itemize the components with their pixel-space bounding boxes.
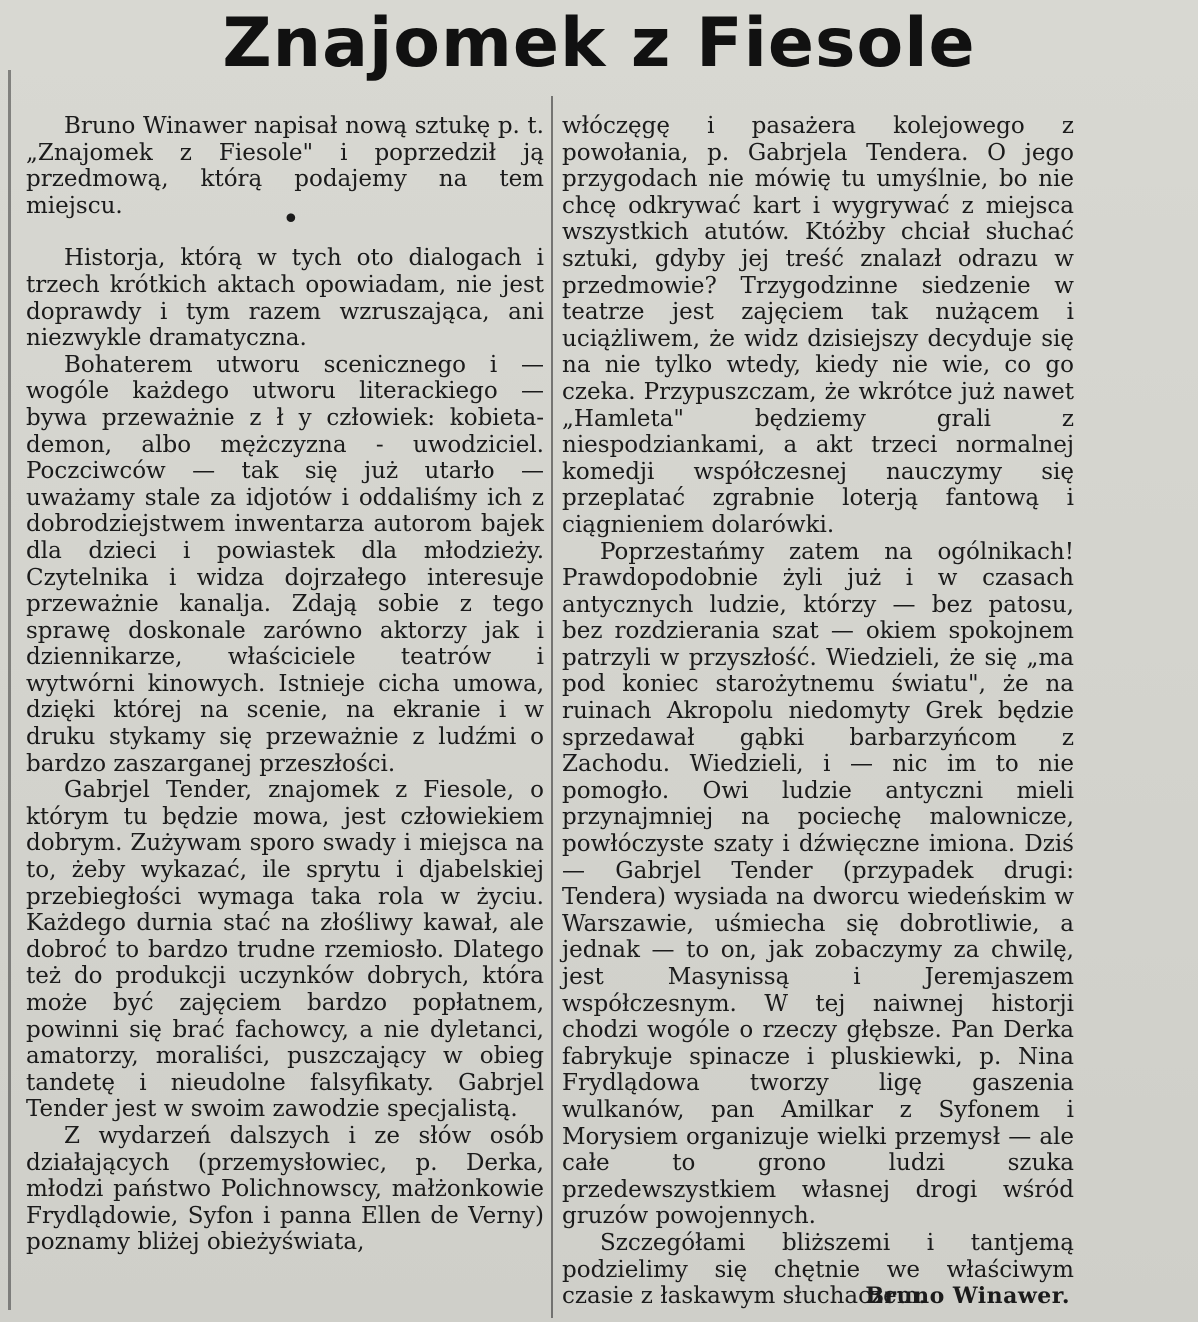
left-column	[26, 113, 544, 1256]
separator-dot: •	[282, 202, 300, 237]
paragraph: Szczegółami bliższemi i tantjemą podzielimy się chętnie we właściwym czasie z łaskawym słuchaczem.	[562, 1229, 1074, 1310]
right-column	[562, 113, 1074, 1310]
article-title: Znajomek z Fiesole	[222, 4, 976, 83]
paragraph: włóczęgę i pasażera kolejowego z powołania, p. Gabrjela Tendera. O jego przygodach nie mówię tu umyślnie, bo nie chcę odkrywać kart i wygrywać z miejsca wszystkich atutów. Któżby chciał słuchać sztuki, gdyby jej treść znalazł odrazu w przedmowie? Trzygodzinne siedzenie w teatrze jest zajęciem tak nużącem i uciążliwem, że widz dzisiejszy decyduje się na nie tylko wtedy, kiedy nie wie, co go czeka. Przypuszczam, że wkrótce już nawet „Hamleta" będziemy grali z niespodziankami, a akt trzeci normalnej komedji współczesnej nauczymy się przeplatać zgrabnie loterją fantową i ciągnieniem dolarówki.	[562, 113, 1074, 538]
paragraph: Z wydarzeń dalszych i ze słów osób działających (przemysłowiec, p. Derka, młodzi państwo Polichnowscy, małżonkowie Frydlądowie, Syfon i panna Ellen de Verny) poznamy bliżej obieżyświata,	[26, 1122, 544, 1256]
paragraph: Gabrjel Tender, znajomek z Fiesole, o którym tu będzie mowa, jest człowiekiem dobrym. Zużywam sporo swady i miejsca na to, żeby wykazać, ile sprytu i djabelskiej przebiegłości wymaga taka rola w życiu. Każdego durnia stać na złośliwy kawał, ale dobroć to bardzo trudne rzemiosło. Dlatego też do produkcji uczynków dobrych, która może być zajęciem bardzo popłatnem, powinni się brać fachowcy, a nie dyletanci, amatorzy, moraliści, puszczający w obieg tandetę i nieudolne falsyfikaty. Gabrjel Tender jest w swoim zawodzie specjalistą.	[26, 777, 544, 1123]
paragraph: Historja, którą w tych oto dialogach i trzech krótkich aktach opowiadam, nie jest doprawdy i tym razem wzruszająca, ani niezwykle dramatyczna.	[26, 245, 544, 352]
paragraph: Poprzestańmy zatem na ogólnikach! Prawdopodobnie żyli już i w czasach antycznych ludzie, którzy — bez patosu, bez rozdzierania szat — okiem spokojnem patrzyli w przyszłość. Wiedzieli, że się „ma pod koniec starożytnemu światu", że na ruinach Akropolu niedomyty Grek będzie sprzedawał gąbki barbarzyńcom z Zachodu. Wiedzieli, i — nic im to nie pomogło. Owi ludzie antyczni mieli przynajmniej na pociechę malownicze, powłóczyste szaty i dźwięczne imiona. Dziś — Gabrjel Tender (przypadek drugi: Tendera) wysiada na dworcu wiedeńskim w Warszawie, uśmiecha się dobrotliwie, a jednak — to on, jak zobaczymy za chwilę, jest Masynissą i Jeremjaszem współczesnym. W tej naiwnej historji chodzi wogóle o rzeczy głębsze. Pan Derka fabrykuje spinacze i pluskiewki, p. Nina Frydlądowa tworzy ligę gaszenia wulkanów, pan Amilkar z Syfonem i Morysiem organizuje wielki przemysł — ale całe to grono ludzi szuka przedewszystkiem własnej drogi wśród gruzów powojennych.	[562, 538, 1074, 1230]
paragraph: Bohaterem utworu scenicznego i — wogóle każdego utworu literackiego — bywa przeważnie z ł y człowiek: kobieta-demon, albo mężczyzna - uwodziciel. Poczciwców — tak się już utarło — uważamy stale za idjotów i oddaliśmy ich z dobrodziejstwem inwentarza autorom bajek dla dzieci i powiastek dla młodzieży. Czytelnika i widza dojrzałego interesuje przeważnie kanalja. Zdają sobie z tego sprawę doskonale zarówno aktorzy jak i dziennikarze, właściciele teatrów i wytwórni kinowych. Istnieje cicha umowa, dzięki której na scenie, na ekranie i w druku stykamy się przeważnie z ludźmi o bardzo zaszarganej przeszłości.	[26, 351, 544, 777]
page-edge-line	[8, 70, 11, 1310]
intro-paragraph: Bruno Winawer napisał nową sztukę p. t. „Znajomek z Fiesole" i poprzedził ją przedmową, którą podajemy na tem miejscu.	[26, 113, 544, 219]
author-signature: Bruno Winawer.	[865, 1283, 1070, 1309]
column-divider	[551, 96, 553, 1318]
